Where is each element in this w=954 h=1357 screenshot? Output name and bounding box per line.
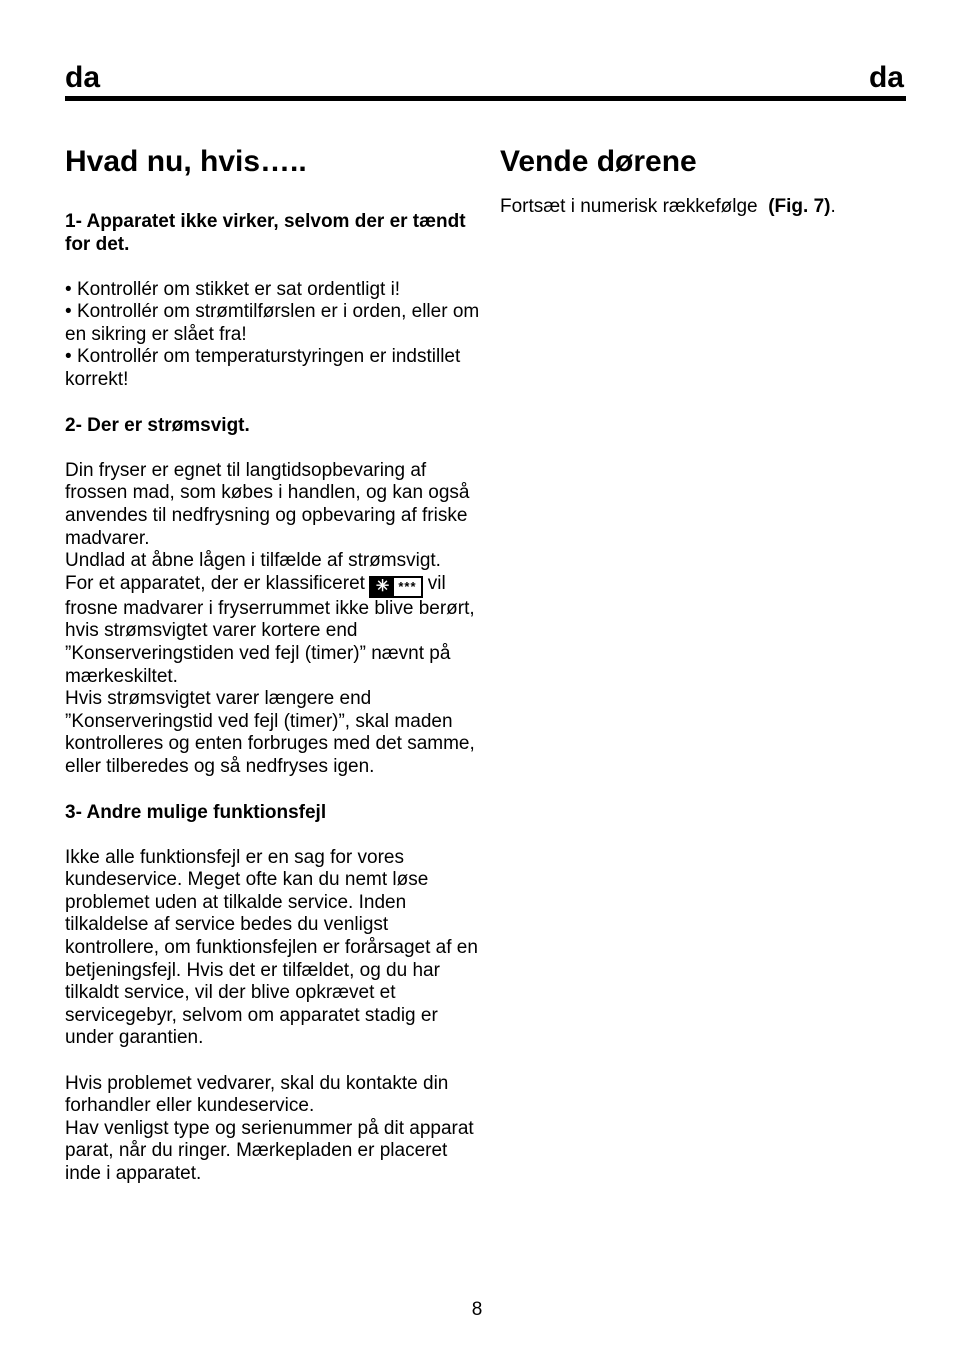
header-rule xyxy=(65,96,906,101)
paragraph: Hav venligst type og serienummer på dit apparat parat, når du ringer. Mærkepladen er placeret inde i apparatet. xyxy=(65,1117,474,1184)
bullet-item: • Kontrollér om stikket er sat ordentligt i! xyxy=(65,279,485,302)
section-3-heading: 3- Andre mulige funktionsfejl xyxy=(65,802,327,824)
paragraph: Undlad at åbne lågen i tilfælde af strømsvigt. xyxy=(65,550,441,572)
paragraph: Hvis problemet vedvarer, skal du kontakte din forhandler eller kundeservice. xyxy=(65,1072,449,1117)
left-column xyxy=(65,140,485,1186)
small-stars: *** xyxy=(398,578,417,594)
right-column xyxy=(500,140,920,219)
paragraph-star-rating xyxy=(65,573,485,688)
figure-reference: (Fig. 7) xyxy=(768,196,831,217)
section-1-heading: 1- Apparatet ikke virker, selvom der er tændt for det. xyxy=(65,211,466,255)
text: Fortsæt i numerisk rækkefølge xyxy=(500,196,758,217)
bullet-item: • Kontrollér om strømtilførslen er i orden, eller om en sikring er slået fra! xyxy=(65,301,485,346)
period: . xyxy=(830,196,836,217)
paragraph: Hvis strømsvigtet varer længere end ”Konserveringstid ved fejl (timer)”, skal maden kontrolleres og enten forbruges med det samme, eller tilberedes og så nedfryses igen. xyxy=(65,688,475,777)
header-language-right: da xyxy=(868,61,904,94)
page-number: 8 xyxy=(471,1299,483,1320)
door-reversal-title: Vende dørene xyxy=(500,145,697,178)
big-star: ✳ xyxy=(371,578,394,596)
paragraph: Ikke alle funktionsfejl er en sag for vores kundeservice. Meget ofte kan du nemt løse problemet uden at tilkalde service. Inden tilkaldelse af service bedes du venligst kontrollere, om funktionsfejlen er forårsaget af en betjeningsfejl. Hvis det er tilfældet, og du har tilkaldt service, vil der blive opkrævet et servicegebyr, selvom om apparatet stadig er under garantien. xyxy=(65,846,478,1049)
section-2-heading: 2- Der er strømsvigt. xyxy=(65,415,250,437)
bullet-item: • Kontrollér om temperaturstyringen er indstillet korrekt! xyxy=(65,346,485,391)
paragraph xyxy=(500,196,920,219)
text: vil frosne madvarer i fryserrummet ikke blive berørt, hvis strømsvigtet varer kortere end ”Konserveringstiden ved fejl (timer)” nævnt på mærkeskiltet. xyxy=(65,572,475,687)
troubleshooting-title: Hvad nu, hvis….. xyxy=(65,145,307,178)
text: For et apparatet, der er klassificeret xyxy=(65,572,365,594)
freezer-star-rating-icon xyxy=(369,576,423,598)
header-language-left: da xyxy=(65,61,101,94)
paragraph: Din fryser er egnet til langtidsopbevaring af frossen mad, som købes i handlen, og kan også anvendes til nedfrysning og opbevaring af friske madvarer. xyxy=(65,459,470,549)
